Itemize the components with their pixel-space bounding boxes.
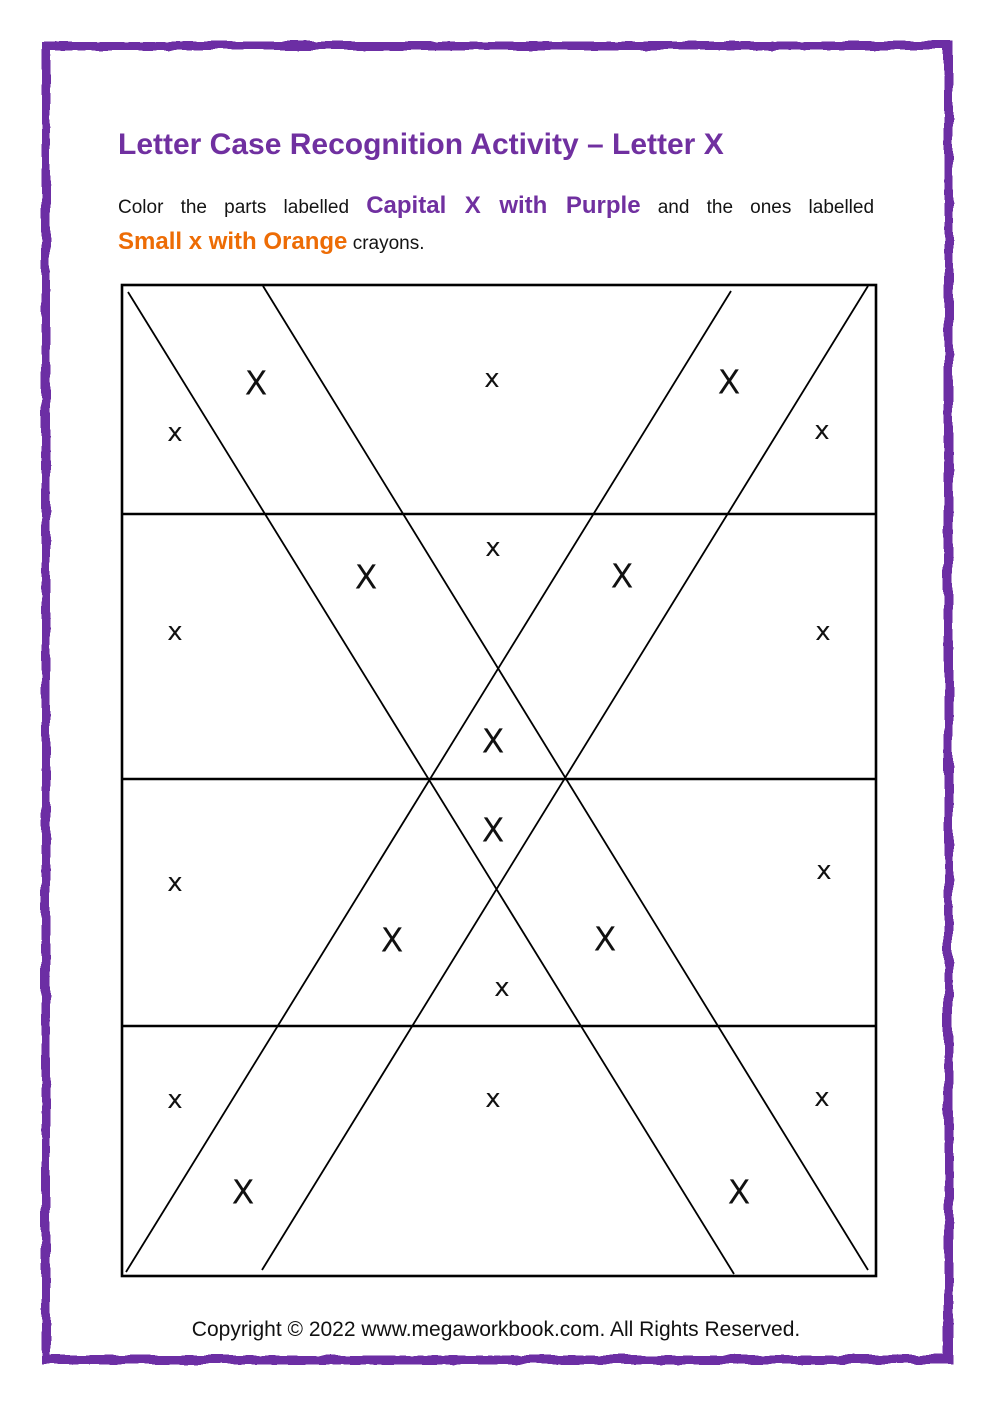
puzzle-label-small: x [815, 617, 831, 647]
copyright-footer: Copyright © 2022 www.megaworkbook.com. All Rights Reserved. [191, 1318, 801, 1341]
puzzle-label-small: x [485, 1084, 501, 1114]
puzzle-label-small: x [484, 364, 500, 394]
puzzle-label-small: x [814, 416, 830, 446]
puzzle-label-small: x [494, 973, 510, 1003]
instructions-line-2 [118, 228, 874, 256]
instruction-text-before-capital: Color the parts labelled [118, 197, 350, 218]
puzzle-label-small: x [167, 868, 183, 898]
small-x-orange-phrase: Small x with Orange [118, 228, 348, 255]
diagonal-line-down-right-inner [128, 292, 734, 1274]
puzzle-label-capital: X [481, 721, 505, 761]
puzzle-label-capital: X [610, 556, 634, 596]
instruction-text-after-capital: and the ones labelled [657, 197, 875, 218]
puzzle-label-capital: X [717, 362, 741, 402]
puzzle-label-small: x [167, 1085, 183, 1115]
capital-x-purple-phrase: Capital X with Purple [366, 192, 641, 219]
puzzle-label-capital: X [481, 810, 505, 850]
puzzle-label-capital: X [727, 1172, 751, 1212]
puzzle-label-capital: X [244, 363, 268, 403]
puzzle-label-capital: X [593, 919, 617, 959]
puzzle-label-small: x [485, 533, 501, 563]
puzzle-label-capital: X [231, 1172, 255, 1212]
diagonal-line-down-left-inner [126, 291, 731, 1272]
puzzle-label-small: x [167, 617, 183, 647]
puzzle-figure [122, 285, 876, 1276]
puzzle-labels [167, 363, 831, 1212]
puzzle-label-small: x [816, 856, 832, 886]
instruction-text-tail: crayons. [352, 233, 425, 254]
puzzle-label-capital: X [354, 557, 378, 597]
page-title: Letter Case Recognition Activity – Letter X [118, 128, 724, 161]
puzzle-label-small: x [167, 418, 183, 448]
instructions [118, 192, 874, 256]
puzzle-label-capital: X [380, 920, 404, 960]
instructions-line-1 [118, 192, 874, 220]
puzzle-label-small: x [814, 1083, 830, 1113]
puzzle-outline [122, 285, 876, 1276]
